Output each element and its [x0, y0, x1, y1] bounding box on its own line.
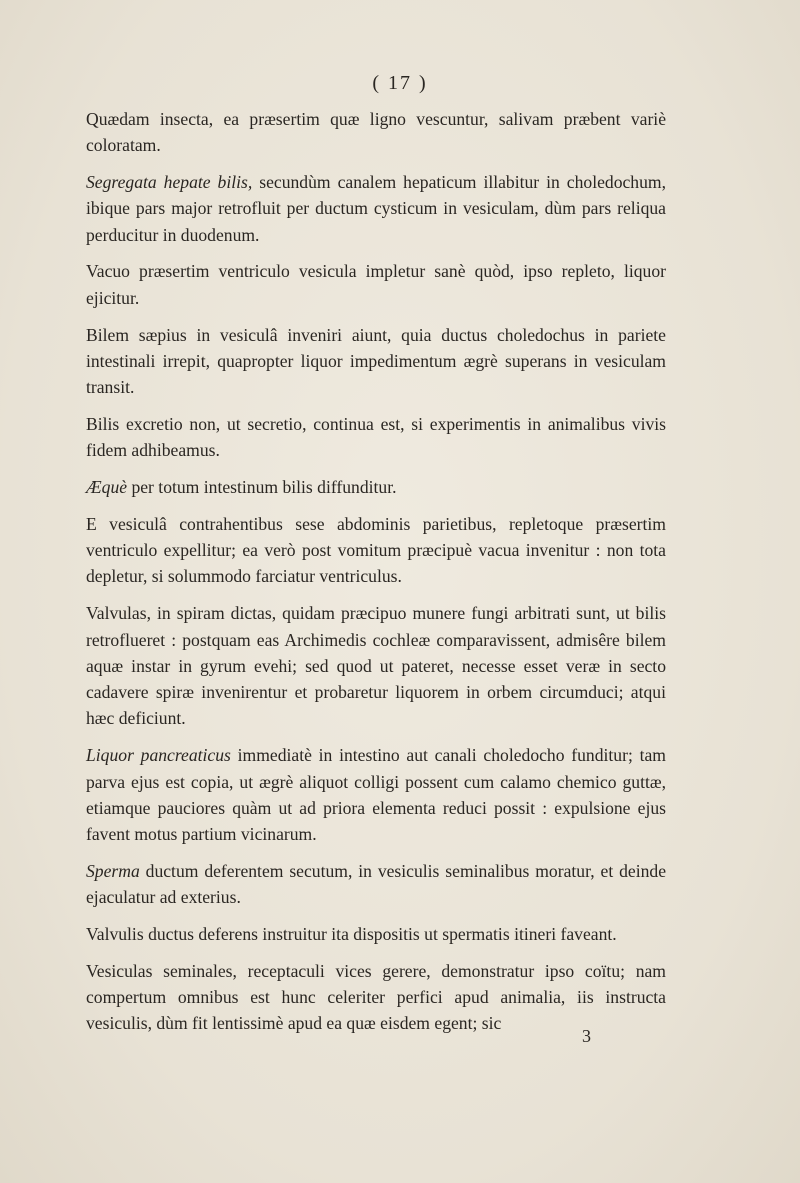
page-number: ( 17 ): [372, 72, 428, 94]
paragraph: Vesiculas seminales, receptaculi vices gerere, demonstratur ipso coïtu; nam compertum omnibus est hunc celeriter perfici apud animalia, iis instructa vesiculis, dùm fit lentissimè apud ea quæ eisdem egent; sic: [86, 960, 666, 1034]
paragraph: Vacuo præsertim ventriculo vesicula impletur sanè quòd, ipso repleto, liquor ejicitur.: [86, 261, 666, 308]
paragraph: Bilem sæpius in vesiculâ inveniri aiunt, quia ductus choledochus in pariete intestinali irrepit, quapropter liquor impedimentum ægrè superans in vesiculam transit.: [86, 324, 666, 398]
paragraph: Sperma ductum deferentem secutum, in vesiculis seminalibus moratur, et deinde ejaculatur ad exterius.: [86, 860, 666, 908]
paragraph: Liquor pancreaticus immediatè in intestino aut canali choledocho funditur; tam parva ejus est copia, ut ægrè aliquot colligi possent cum calamo chemico guttæ, etiamque pauciores quàm ut ad priora elementa reduci possit : expulsione ejus favent motus partium vicinarum.: [86, 745, 666, 845]
paragraph: Quædam insecta, ea præsertim quæ ligno vescuntur, salivam præbent variè coloratam.: [86, 109, 666, 156]
paragraph: E vesiculâ contrahentibus sese abdominis parietibus, repletoque præsertim ventriculo expellitur; ea verò post vomitum præcipuè vacua invenitur : non tota depletur, si solummodo farciatur ventriculus.: [86, 513, 666, 587]
paragraph: Valvulas, in spiram dictas, quidam præcipuo munere fungi arbitrati sunt, ut bilis retroflueret : postquam eas Archimedis cochleæ comparavissent, admisêre bilem aquæ instar in gyrum evehi; sed quod ut pateret, necesse esset veræ in secto cadavere spiræ invenirentur et probaretur liquorem in orbem circumduci; atqui hæc deficiunt.: [86, 603, 666, 729]
paragraph: Valvulis ductus deferens instruitur ita dispositis ut spermatis itineri faveant.: [86, 924, 617, 945]
signature-mark: 3: [582, 1026, 591, 1046]
paragraph: Segregata hepate bilis, secundùm canalem hepaticum illabitur in choledochum, ibique pars major retrofluit per ductum cysticum in vesiculam, dùm pars reliqua perducitur in duodenum.: [86, 172, 666, 245]
paragraph: Bilis excretio non, ut secretio, continua est, si experimentis in animalibus vivis fidem adhibeamus.: [86, 413, 666, 461]
body-text: [86, 106, 666, 1047]
paragraph: Æquè per totum intestinum bilis diffunditur.: [86, 477, 397, 498]
